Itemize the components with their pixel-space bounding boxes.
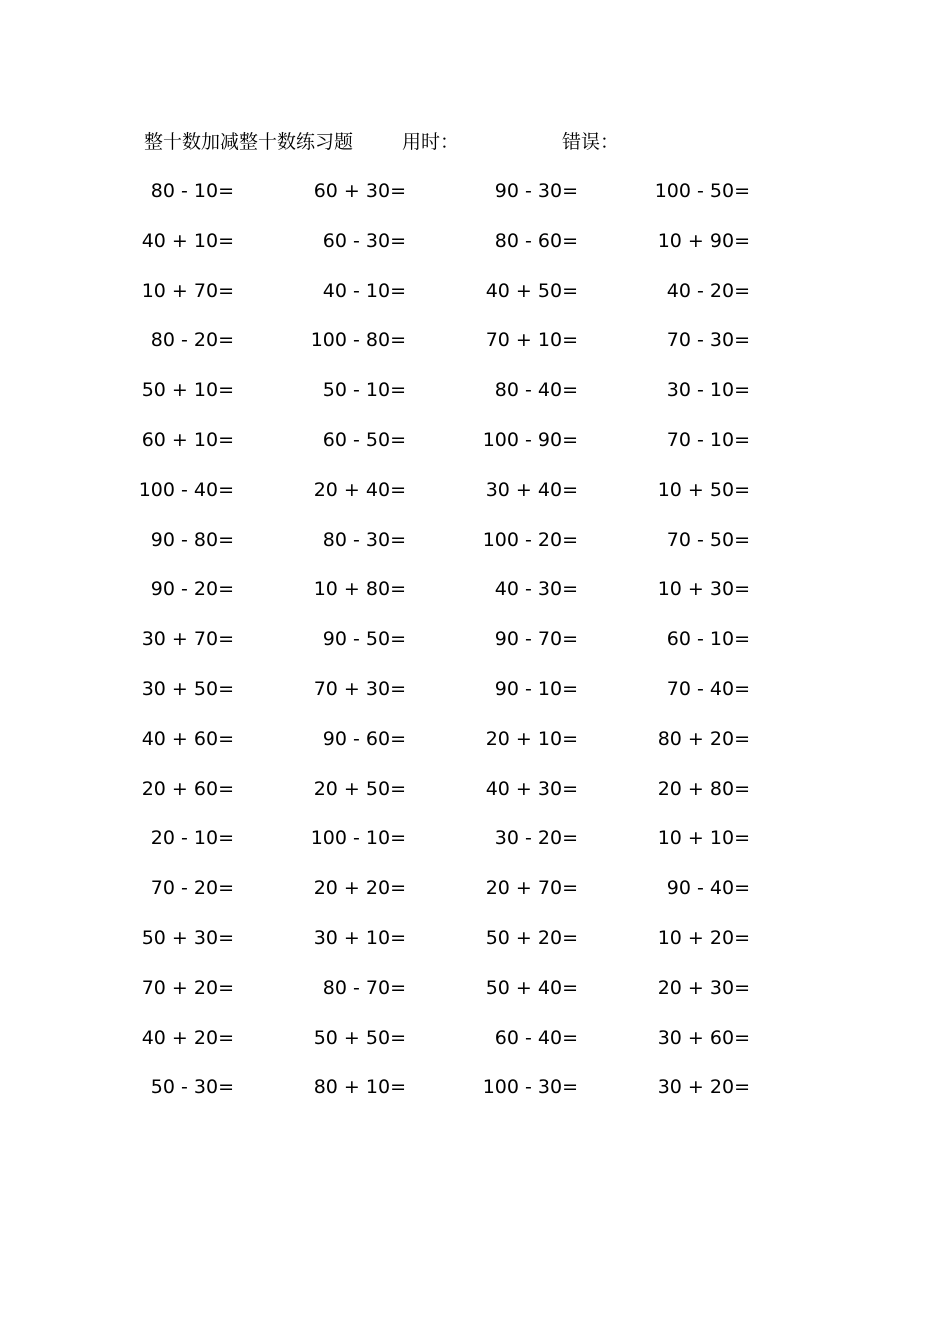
math-problem: 10 + 10= [657, 827, 750, 850]
math-problem: 80 - 30= [322, 528, 406, 551]
math-problem: 20 + 10= [485, 727, 578, 750]
problem-row [0, 520, 950, 570]
problem-row [0, 1067, 950, 1117]
problem-row [0, 470, 950, 520]
math-problem: 30 + 40= [485, 478, 578, 501]
math-problem: 100 - 20= [482, 528, 578, 551]
math-problem: 100 - 40= [138, 478, 234, 501]
math-problem: 60 - 50= [322, 428, 406, 451]
math-problem: 80 - 10= [150, 180, 234, 202]
math-problem: 40 - 30= [494, 578, 578, 601]
errors-label: 错误： [562, 131, 620, 153]
math-problem: 90 - 40= [666, 877, 750, 900]
math-problem: 20 + 80= [657, 777, 750, 800]
math-problem: 90 - 30= [494, 180, 578, 202]
math-problem: 90 - 10= [494, 677, 578, 700]
math-problem: 100 - 50= [654, 180, 750, 202]
problem-row [0, 818, 950, 868]
problem-row [0, 171, 950, 221]
math-problem: 10 + 20= [657, 926, 750, 949]
math-problem: 70 + 30= [313, 677, 406, 700]
math-problem: 90 - 80= [150, 528, 234, 551]
math-problem: 20 + 70= [485, 877, 578, 900]
math-problem: 10 + 50= [657, 478, 750, 501]
math-problem: 50 + 50= [313, 1026, 406, 1049]
problem-row [0, 1018, 950, 1068]
math-problem: 40 - 10= [322, 279, 406, 302]
math-problem: 80 + 10= [313, 1076, 406, 1099]
math-problem: 50 + 20= [485, 926, 578, 949]
problem-row [0, 420, 950, 470]
math-problem: 40 + 50= [485, 279, 578, 302]
problem-row [0, 719, 950, 769]
math-problem: 100 - 10= [310, 827, 406, 850]
math-problem: 40 + 60= [141, 727, 234, 750]
math-problem: 30 + 70= [141, 628, 234, 651]
math-problem: 80 - 60= [494, 229, 578, 252]
math-problem: 10 + 90= [657, 229, 750, 252]
math-problem: 70 + 10= [485, 329, 578, 352]
math-problem: 20 + 60= [141, 777, 234, 800]
math-problem: 80 - 70= [322, 976, 406, 999]
problem-row [0, 619, 950, 669]
problem-row [0, 320, 950, 370]
math-problem: 70 - 20= [150, 877, 234, 900]
problem-row [0, 370, 950, 420]
math-problem: 30 + 60= [657, 1026, 750, 1049]
math-problem: 50 + 10= [141, 379, 234, 402]
problem-row [0, 918, 950, 968]
problem-row [0, 569, 950, 619]
math-problem: 20 + 30= [657, 976, 750, 999]
math-problem: 60 - 10= [666, 628, 750, 651]
math-problem: 70 - 50= [666, 528, 750, 551]
math-problem: 20 + 50= [313, 777, 406, 800]
math-problem: 40 + 20= [141, 1026, 234, 1049]
problem-row [0, 669, 950, 719]
math-problem: 70 - 30= [666, 329, 750, 352]
math-problem: 90 - 20= [150, 578, 234, 601]
math-problem: 30 + 20= [657, 1076, 750, 1099]
math-problem: 20 - 10= [150, 827, 234, 850]
math-problem: 90 - 70= [494, 628, 578, 651]
math-problem: 70 - 40= [666, 677, 750, 700]
math-problem: 20 + 20= [313, 877, 406, 900]
math-problem: 40 - 20= [666, 279, 750, 302]
time-used-label: 用时： [402, 131, 460, 153]
problem-row [0, 221, 950, 271]
problem-row [0, 868, 950, 918]
math-problem: 60 + 30= [313, 180, 406, 202]
math-problem: 90 - 50= [322, 628, 406, 651]
math-problem: 50 - 10= [322, 379, 406, 402]
math-problem: 100 - 90= [482, 428, 578, 451]
math-problem: 50 + 30= [141, 926, 234, 949]
math-problem: 80 - 20= [150, 329, 234, 352]
math-problem: 50 - 30= [150, 1076, 234, 1099]
math-problem: 10 + 80= [313, 578, 406, 601]
math-problem: 30 - 20= [494, 827, 578, 850]
math-problem: 30 + 50= [141, 677, 234, 700]
math-problem: 70 - 10= [666, 428, 750, 451]
math-problem: 10 + 70= [141, 279, 234, 302]
math-problem: 30 + 10= [313, 926, 406, 949]
problem-row [0, 968, 950, 1018]
math-problem: 30 - 10= [666, 379, 750, 402]
math-problem: 90 - 60= [322, 727, 406, 750]
math-problem: 20 + 40= [313, 478, 406, 501]
math-problem: 50 + 40= [485, 976, 578, 999]
math-problem: 100 - 30= [482, 1076, 578, 1099]
worksheet-header [0, 128, 950, 156]
problem-grid [0, 171, 950, 1117]
math-problem: 80 - 40= [494, 379, 578, 402]
math-problem: 60 + 10= [141, 428, 234, 451]
math-problem: 100 - 80= [310, 329, 406, 352]
problem-row [0, 271, 950, 321]
math-problem: 80 + 20= [657, 727, 750, 750]
worksheet-title: 整十数加减整十数练习题 [144, 131, 354, 153]
math-problem: 40 + 30= [485, 777, 578, 800]
math-problem: 60 - 40= [494, 1026, 578, 1049]
math-problem: 10 + 30= [657, 578, 750, 601]
math-problem: 40 + 10= [141, 229, 234, 252]
math-problem: 70 + 20= [141, 976, 234, 999]
math-problem: 60 - 30= [322, 229, 406, 252]
problem-row [0, 769, 950, 819]
